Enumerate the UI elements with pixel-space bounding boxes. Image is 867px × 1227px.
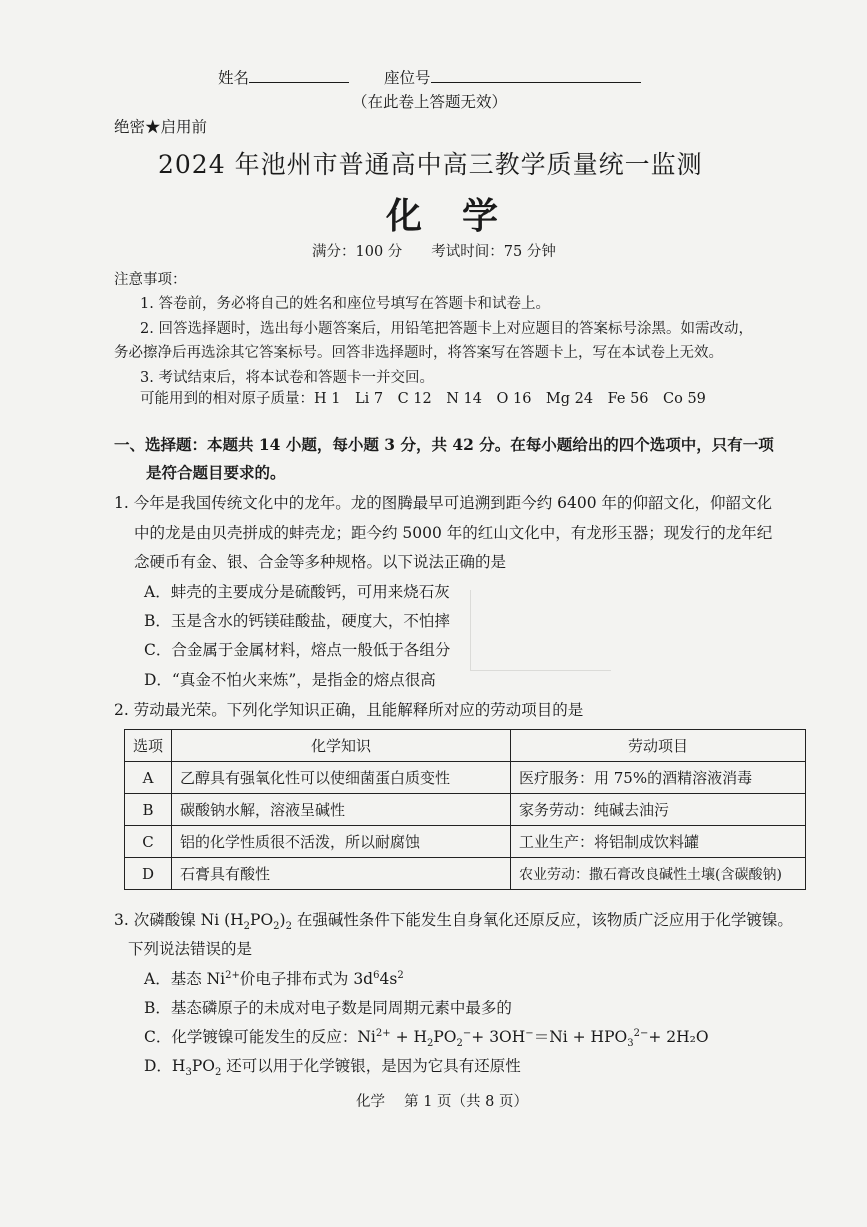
table-cell-labor: 医疗服务：用 75%的酒精溶液消毒 xyxy=(511,762,806,794)
q3-option-c: C．化学镀镍可能发生的反应：$Ni^{2+} + H_2PO_2^-+ 3OH^-=Ni + HPO_3^{2-}+ 2H_2O$ xyxy=(144,1027,709,1050)
table-cell-labor: 工业生产：将铝制成饮料罐 xyxy=(511,826,806,858)
notice-item-3: 3. 考试结束后，将本试卷和答题卡一并交回。 xyxy=(140,370,434,386)
table-cell-knowledge: 乙醇具有强氧化性可以使细菌蛋白质变性 xyxy=(172,762,511,794)
seat-label: 座位号 xyxy=(384,69,431,87)
name-label: 姓名 xyxy=(218,69,250,87)
q1-option-b: B．玉是含水的钙镁硅酸盐，硬度大，不怕摔 xyxy=(144,612,450,630)
q2-stem: 2. 劳动最光荣。下列化学知识正确，且能解释所对应的劳动项目的是 xyxy=(114,701,584,719)
section-heading-cont: 是符合题目要求的。 xyxy=(146,463,286,482)
notice-item-2b: 务必擦净后再选涂其它答案标号。回答非选择题时，将答案写在答题卡上，写在本试卷上无效。 xyxy=(114,345,723,361)
subject-title: 化学 xyxy=(386,195,539,237)
q2-table xyxy=(124,729,806,890)
table-row xyxy=(125,858,806,890)
notice-item-2a: 2. 回答选择题时，选出每小题答案后，用铅笔把答题卡上对应题目的答案标号涂黑。如需改动， xyxy=(140,321,753,337)
table-cell-labor: 农业劳动：撒石膏改良碱性土壤(含碳酸钠) xyxy=(511,858,806,890)
table-header-knowledge: 化学知识 xyxy=(172,730,511,762)
table-cell-option: B xyxy=(125,794,172,826)
section-heading: 一、选择题：本题共 14 小题，每小题 3 分，共 42 分。在每小题给出的四个选项中，只有一项 xyxy=(114,435,774,454)
bleed-through-mark xyxy=(470,590,611,671)
atomic-masses: 可能用到的相对原子质量：H 1 Li 7 C 12 N 14 O 16 Mg 24 Fe 56 Co 59 xyxy=(140,391,706,407)
table-cell-knowledge: 铝的化学性质很不活泼，所以耐腐蚀 xyxy=(172,826,511,858)
table-header-option: 选项 xyxy=(125,730,172,762)
table-cell-knowledge: 碳酸钠水解，溶液呈碱性 xyxy=(172,794,511,826)
seat-blank xyxy=(431,68,641,83)
exam-title: 2024 年池州市普通高中高三教学质量统一监测 xyxy=(158,150,703,179)
q1-stem-line1: 1. 今年是我国传统文化中的龙年。龙的图腾最早可追溯到距今约 6400 年的仰韶文化，仰韶文化 xyxy=(114,494,773,512)
table-row xyxy=(125,826,806,858)
name-blank xyxy=(249,68,349,83)
table-row xyxy=(125,762,806,794)
name-field xyxy=(218,66,349,88)
secret-label: 绝密★启用前 xyxy=(114,118,208,136)
q1-option-a: A．蚌壳的主要成分是硫酸钙，可用来烧石灰 xyxy=(144,583,450,601)
q3-stem-line2: 下列说法错误的是 xyxy=(128,940,253,958)
table-row xyxy=(125,794,806,826)
table-cell-labor: 家务劳动：纯碱去油污 xyxy=(511,794,806,826)
table-cell-option: D xyxy=(125,858,172,890)
q3-option-b: B．基态磷原子的未成对电子数是同周期元素中最多的 xyxy=(144,999,512,1017)
invalid-note: （在此卷上答题无效） xyxy=(352,93,508,111)
table-cell-option: A xyxy=(125,762,172,794)
q1-option-d: D．“真金不怕火来炼”，是指金的熔点很高 xyxy=(144,671,436,689)
page-footer: 化学 第 1 页（共 8 页） xyxy=(356,1094,528,1110)
score-info: 满分：100 分 考试时间：75 分钟 xyxy=(312,244,556,260)
q1-stem-line3: 念硬币有金、银、合金等多种规格。以下说法正确的是 xyxy=(134,553,507,571)
q3-stem-line1: 3. 次磷酸镍 Ni $(H_2PO_2)_2$ 在强碱性条件下能发生自身氧化还原反应，该物质广泛应用于化学镀镍。 xyxy=(114,911,793,933)
table-header-row xyxy=(125,730,806,762)
table-header-labor: 劳动项目 xyxy=(511,730,806,762)
seat-field xyxy=(384,66,641,88)
notice-item-1: 1. 答卷前，务必将自己的姓名和座位号填写在答题卡和试卷上。 xyxy=(140,296,550,312)
q3-option-a: A．基态 $Ni^{2+}$价电子排布式为 $3d^64s^2$ xyxy=(144,969,404,988)
notice-heading: 注意事项： xyxy=(114,272,187,288)
q3-option-d: D．$H_3PO_2$ 还可以用于化学镀银，是因为它具有还原性 xyxy=(144,1057,521,1079)
table-cell-option: C xyxy=(125,826,172,858)
table-cell-knowledge: 石膏具有酸性 xyxy=(172,858,511,890)
q1-stem-line2: 中的龙是由贝壳拼成的蚌壳龙；距今约 5000 年的红山文化中，有龙形玉器；现发行的龙年纪 xyxy=(134,524,773,542)
q1-option-c: C．合金属于金属材料，熔点一般低于各组分 xyxy=(144,641,451,659)
